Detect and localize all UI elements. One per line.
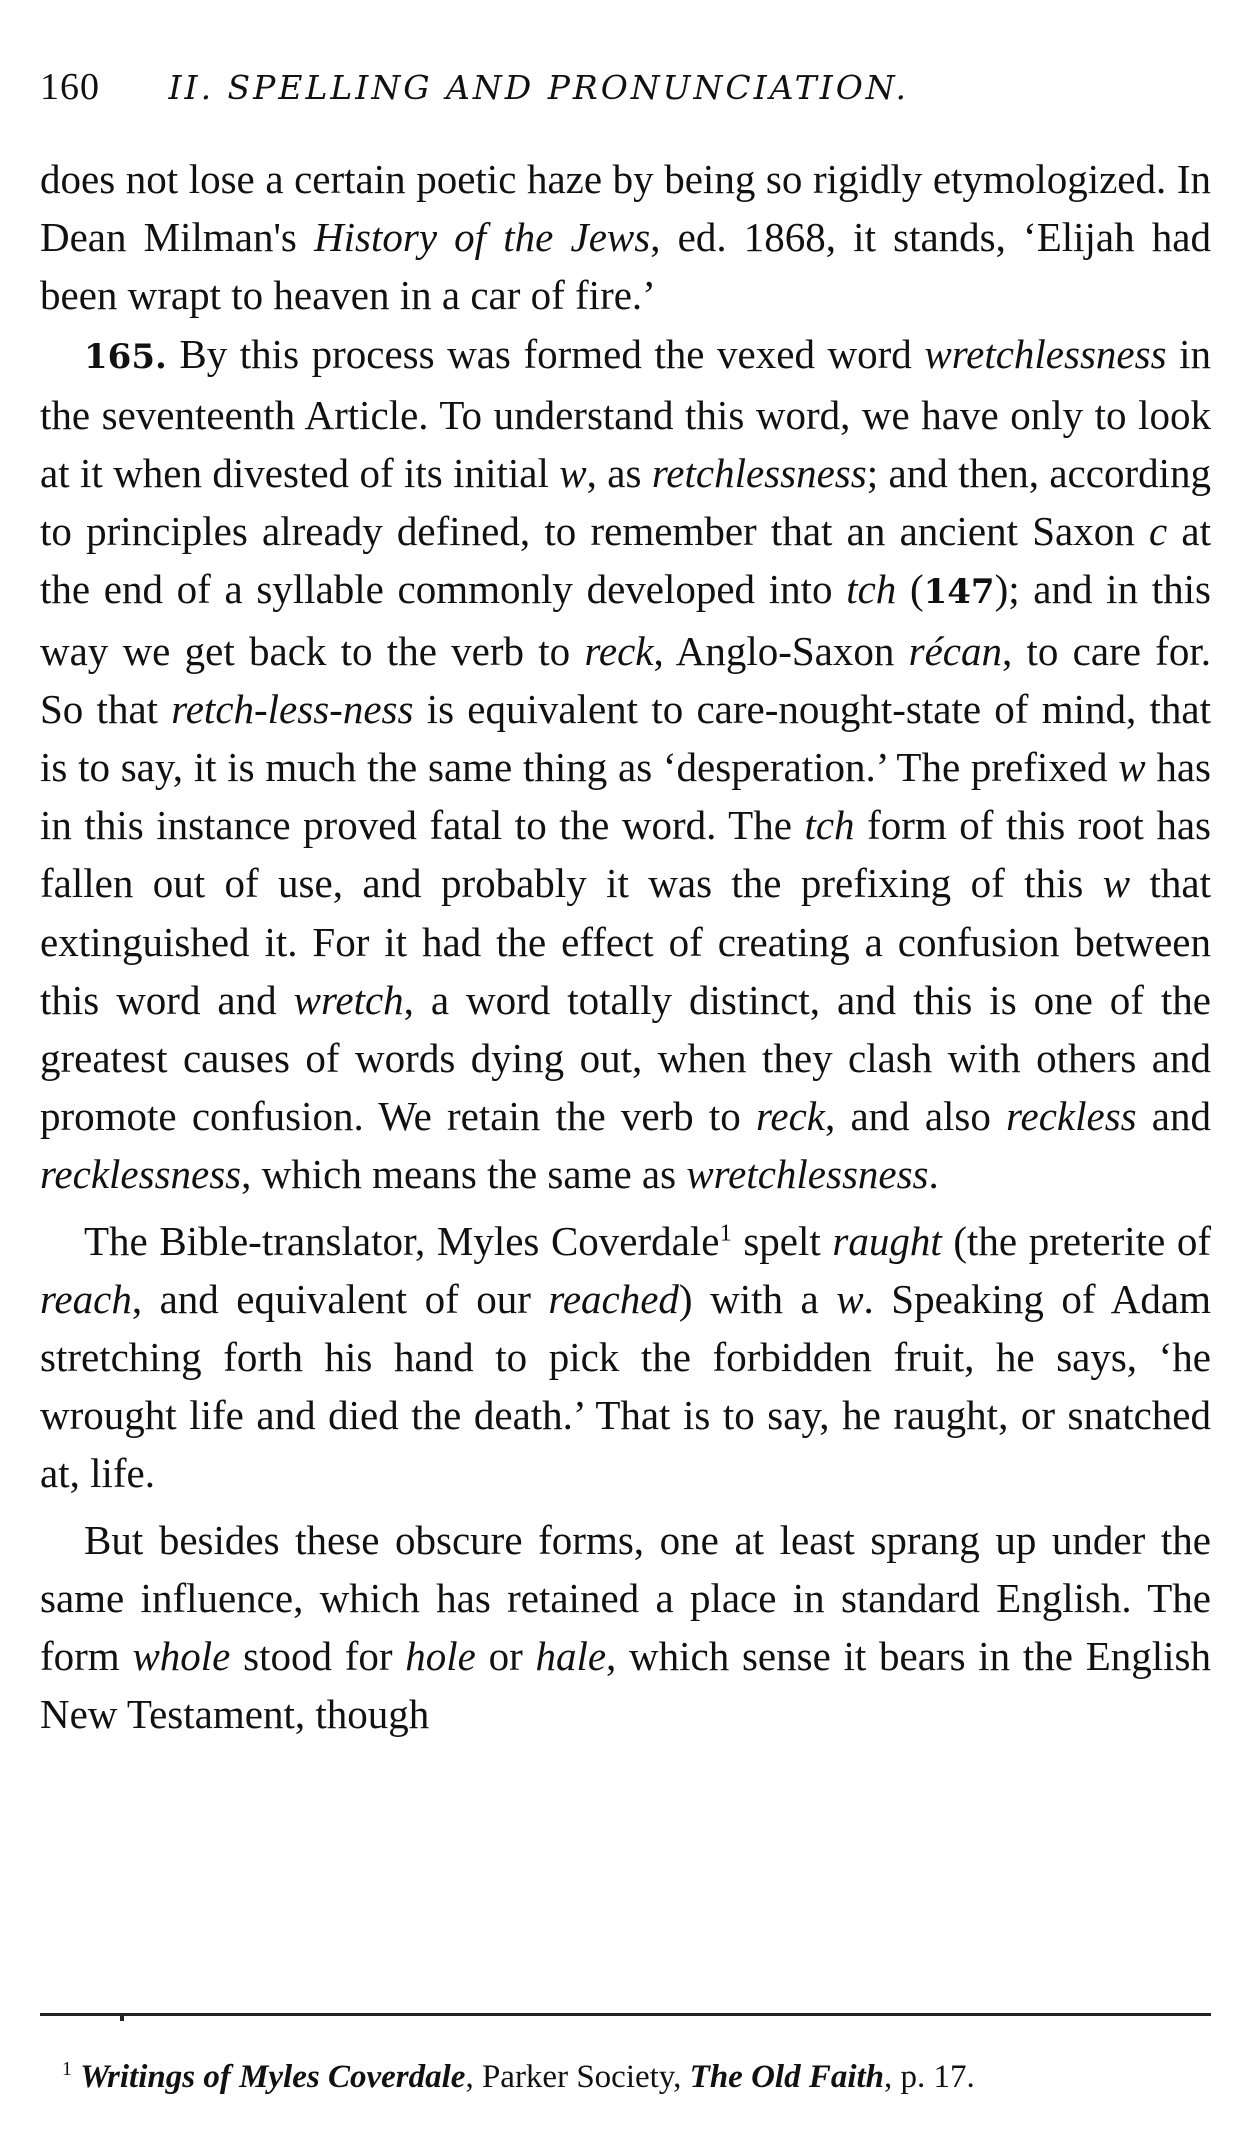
footnote-text: , Parker Society,	[465, 2059, 690, 2095]
text-run: . Speaking of Adam stretching forth his hand to pick the forbidden fruit, he says, ‘he wrought life and died the death.’ That is to say, he raught, or snatched at, life.	[40, 1275, 1211, 1497]
italic-word: raught	[832, 1217, 942, 1264]
text-run: , a word totally distinct, and this is one of the greatest causes of words dying out, when they clash with others and promote confusion. We retain the verb to	[40, 976, 1211, 1140]
text-run: , as	[586, 450, 652, 497]
text-run: spelt	[731, 1217, 833, 1264]
text-run: or	[475, 1633, 536, 1680]
text-run: But besides these obscure forms, one at least sprang up under the same influence, which has retained a place in standard English. The form	[40, 1516, 1211, 1680]
italic-word: wretchlessness	[686, 1151, 929, 1198]
text-run: (the preterite of	[941, 1217, 1212, 1264]
italic-word: w	[1118, 744, 1146, 791]
italic-word: w	[836, 1275, 864, 1322]
footnote-work: The Old Faith	[689, 2059, 885, 2095]
text-run: The Bible-translator, Myles Coverdale	[84, 1217, 720, 1264]
italic-word: récan	[908, 627, 1002, 674]
italic-word: hole	[405, 1633, 476, 1680]
italic-word: w	[559, 450, 587, 497]
text-run: , and also	[825, 1093, 1007, 1140]
text-run: , and equivalent of our	[131, 1275, 549, 1322]
text-run: , to care for. So that	[40, 627, 1211, 732]
continuation-paragraph	[40, 150, 1211, 325]
text-run: at the end of a syllable commonly developed into	[40, 508, 1211, 613]
cross-reference: 147	[923, 572, 995, 613]
text-run: ) with a	[678, 1275, 837, 1322]
footnote-divider	[40, 2013, 1211, 2016]
paragraph-165	[40, 325, 1211, 1204]
coverdale-paragraph	[40, 1212, 1211, 1503]
text-run: does not lose a certain poetic haze by being so rigidly etymologized. In Dean Milman's	[40, 156, 1211, 261]
italic-word: retch-less-ness	[171, 685, 414, 732]
italic-word: c	[1148, 508, 1168, 555]
text-run: .	[928, 1151, 939, 1198]
text-run: , which means the same as	[241, 1151, 687, 1198]
text-run: is equivalent to care-nought-state of mind, that is to say, it is much the same thing as ‘desperation.’ The prefixed	[40, 685, 1211, 791]
footnote-title: Writings of Myles Coverdale	[80, 2059, 466, 2095]
italic-word: hale	[535, 1633, 607, 1680]
whole-paragraph	[40, 1511, 1211, 1744]
text-run: stood for	[230, 1633, 406, 1680]
footnote-text: , p. 17.	[884, 2059, 975, 2095]
text-run: ; and then, according to principles already defined, to remember that an ancient Saxon	[40, 450, 1211, 555]
text-run: ); and in this way we get back to the verb to	[40, 566, 1211, 674]
book-page	[40, 0, 1211, 2140]
italic-word: wretchlessness	[924, 330, 1167, 377]
italic-word: w	[1102, 860, 1131, 907]
italic-word: reck	[584, 627, 654, 674]
running-head	[40, 62, 1211, 112]
text-run: form of this root has fallen out of use, and probably it was the prefixing of this	[40, 802, 1211, 907]
italic-word: reached	[548, 1275, 679, 1322]
footnote	[40, 2055, 1211, 2099]
italic-word: wretch	[293, 976, 404, 1023]
italic-word: recklessness	[40, 1151, 242, 1198]
paragraph-number: 165.	[84, 336, 167, 377]
italic-word: retchlessness	[651, 450, 867, 497]
text-run: (	[896, 566, 924, 613]
running-title: II. SPELLING AND PRONUNCIATION.	[168, 68, 910, 107]
footnote-number: 1	[62, 2058, 72, 2080]
text-run: , ed. 1868, it stands, ‘Elijah had been wrapt to heaven in a car of fire.’	[40, 214, 1211, 319]
italic-word: tch	[804, 802, 855, 849]
text-run: in the seventeenth Article. To understand this word, we have only to look at it when divested of its initial	[40, 330, 1211, 497]
italic-word: reck	[755, 1093, 825, 1140]
book-title: History of the Jews	[314, 214, 651, 261]
text-run: and	[1136, 1093, 1211, 1140]
italic-word: whole	[132, 1633, 231, 1680]
page-number: 160	[40, 66, 100, 108]
text-run: , which sense it bears in the English New Testament, though	[40, 1633, 1211, 1738]
footnote-marker[interactable]: 1	[719, 1219, 732, 1246]
text-run: By this process was formed the vexed word	[166, 330, 925, 377]
italic-word: tch	[846, 566, 897, 613]
text-run: , Anglo-Saxon	[653, 627, 909, 674]
italic-word: reckless	[1006, 1093, 1137, 1140]
text-run: has in this instance proved fatal to the word. The	[40, 744, 1211, 849]
text-run: that extinguished it. For it had the effect of creating a confusion between this word and	[40, 860, 1211, 1023]
body-text	[40, 150, 1211, 1743]
italic-word: reach	[40, 1275, 132, 1322]
